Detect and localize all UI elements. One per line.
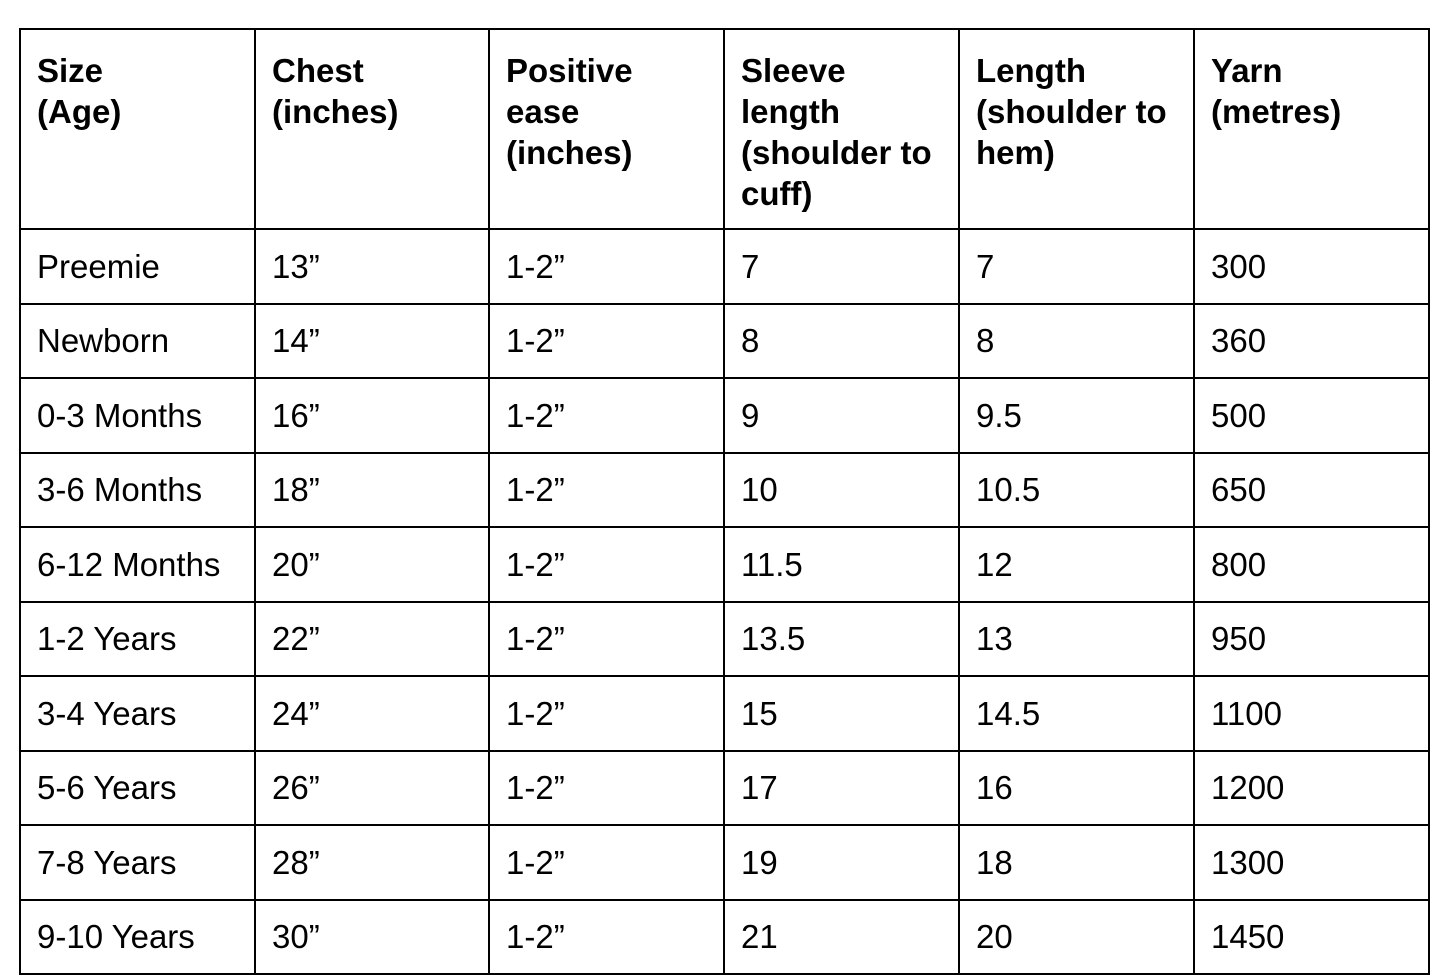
cell-size: 3-4 Years [20,676,255,751]
cell-chest: 18” [255,453,489,528]
cell-ease: 1-2” [489,304,724,379]
cell-length: 9.5 [959,378,1194,453]
cell-sleeve: 10 [724,453,959,528]
cell-chest: 20” [255,527,489,602]
size-chart-table [19,28,1430,975]
cell-sleeve: 11.5 [724,527,959,602]
cell-size: Newborn [20,304,255,379]
cell-yarn: 360 [1194,304,1429,379]
header-sleeve-length: Sleeve length (shoulder to cuff) [724,29,959,229]
cell-length: 20 [959,900,1194,975]
header-chest: Chest (inches) [255,29,489,229]
cell-size: 1-2 Years [20,602,255,677]
cell-length: 18 [959,825,1194,900]
cell-yarn: 1300 [1194,825,1429,900]
cell-size: 6-12 Months [20,527,255,602]
table-row [20,527,1429,602]
cell-chest: 24” [255,676,489,751]
header-positive-ease: Positive ease (inches) [489,29,724,229]
cell-yarn: 950 [1194,602,1429,677]
table-row [20,676,1429,751]
cell-ease: 1-2” [489,676,724,751]
cell-length: 12 [959,527,1194,602]
cell-ease: 1-2” [489,751,724,826]
cell-ease: 1-2” [489,378,724,453]
cell-sleeve: 9 [724,378,959,453]
cell-chest: 22” [255,602,489,677]
cell-yarn: 650 [1194,453,1429,528]
cell-chest: 26” [255,751,489,826]
header-size: Size (Age) [20,29,255,229]
cell-size: Preemie [20,229,255,304]
cell-sleeve: 21 [724,900,959,975]
cell-chest: 13” [255,229,489,304]
cell-length: 16 [959,751,1194,826]
cell-yarn: 1200 [1194,751,1429,826]
cell-yarn: 300 [1194,229,1429,304]
cell-yarn: 1450 [1194,900,1429,975]
header-yarn: Yarn (metres) [1194,29,1429,229]
cell-length: 8 [959,304,1194,379]
table-row [20,751,1429,826]
table-row [20,602,1429,677]
table-row [20,453,1429,528]
cell-chest: 14” [255,304,489,379]
cell-yarn: 800 [1194,527,1429,602]
cell-yarn: 500 [1194,378,1429,453]
cell-sleeve: 13.5 [724,602,959,677]
cell-yarn: 1100 [1194,676,1429,751]
cell-ease: 1-2” [489,900,724,975]
cell-size: 7-8 Years [20,825,255,900]
table-row [20,378,1429,453]
cell-sleeve: 8 [724,304,959,379]
header-length: Length (shoulder to hem) [959,29,1194,229]
cell-sleeve: 17 [724,751,959,826]
cell-sleeve: 15 [724,676,959,751]
cell-ease: 1-2” [489,825,724,900]
cell-length: 14.5 [959,676,1194,751]
cell-size: 5-6 Years [20,751,255,826]
cell-length: 10.5 [959,453,1194,528]
cell-chest: 28” [255,825,489,900]
cell-chest: 30” [255,900,489,975]
cell-size: 0-3 Months [20,378,255,453]
cell-chest: 16” [255,378,489,453]
table-header-row [20,29,1429,229]
cell-length: 13 [959,602,1194,677]
cell-ease: 1-2” [489,527,724,602]
table-row [20,825,1429,900]
cell-sleeve: 7 [724,229,959,304]
cell-size: 9-10 Years [20,900,255,975]
cell-ease: 1-2” [489,453,724,528]
cell-ease: 1-2” [489,602,724,677]
cell-sleeve: 19 [724,825,959,900]
table-row [20,229,1429,304]
table-row [20,900,1429,975]
table-row [20,304,1429,379]
cell-length: 7 [959,229,1194,304]
cell-size: 3-6 Months [20,453,255,528]
cell-ease: 1-2” [489,229,724,304]
